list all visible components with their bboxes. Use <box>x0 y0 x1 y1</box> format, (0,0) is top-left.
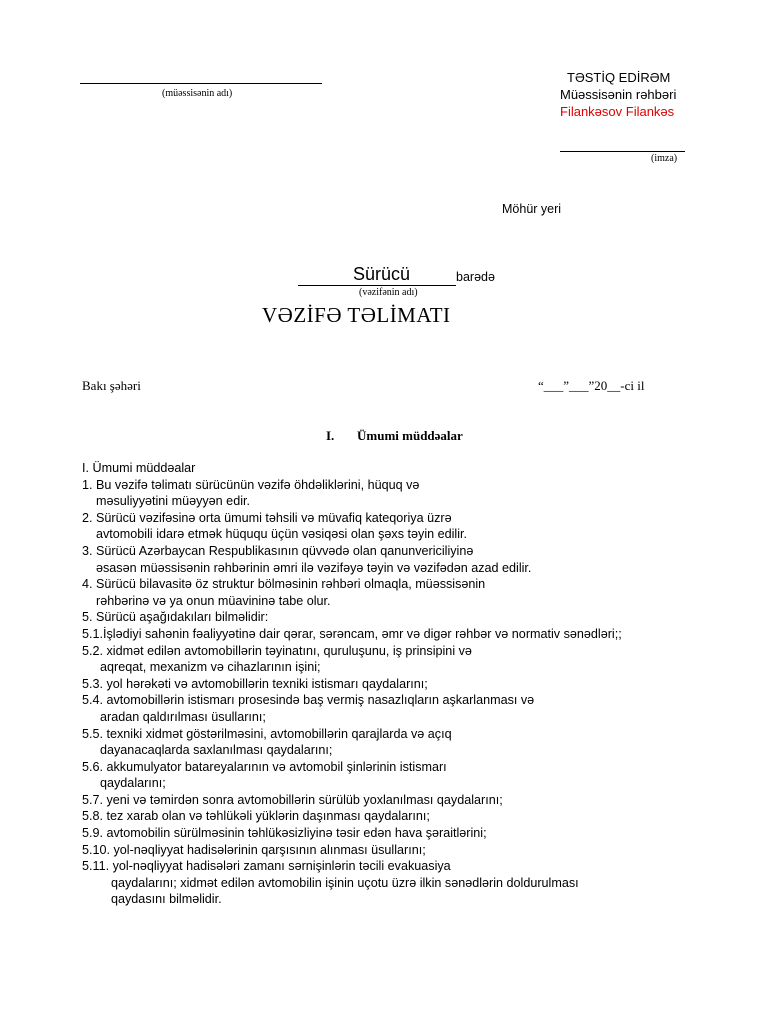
body-line: əsasən müəssisənin rəhbərinin əmri ilə vəzifəyə təyin və vəzifədən azad edilir. <box>96 560 532 575</box>
body-line: 4. Sürücü bilavasitə öz struktur bölməsinin rəhbəri olmaqla, müəssisənin <box>82 577 486 592</box>
body-line: 5.11. yol-nəqliyyat hadisələri zamanı sərnişinlərin təcili evakuasiya <box>82 859 451 874</box>
approval-role: Müəssisənin rəhbəri <box>560 87 677 102</box>
body-line: qaydasını bilməlidir. <box>111 892 222 907</box>
body-line: 5.7. yeni və təmirdən sonra avtomobillərin sürülüb yoxlanılması qaydalarını; <box>82 792 503 807</box>
body-line: 5.5. texniki xidmət göstərilməsini, avtomobillərin qarajlarda və açıq <box>82 726 452 741</box>
body-line: 5.3. yol hərəkəti və avtomobillərin texniki istismarı qaydalarını; <box>82 676 428 691</box>
org-name-line <box>80 83 322 84</box>
body-line: məsuliyyətini müəyyən edir. <box>96 494 250 509</box>
body-line: 2. Sürücü vəzifəsinə orta ümumi təhsili və müvafiq kateqoriya üzrə <box>82 510 452 525</box>
body-line: 5.1.İşlədiyi sahənin fəaliyyətinə dair qərar, sərəncam, əmr və digər rəhbər və normativ sənədləri;; <box>82 626 622 641</box>
body-line: 5.9. avtomobilin sürülməsinin təhlükəsizliyinə təsir edən hava şəraitlərini; <box>82 826 487 841</box>
approval-title: TƏSTİQ EDİRƏM <box>567 70 671 85</box>
body-line: 5.8. tez xarab olan və təhlükəli yüklərin daşınması qaydalarını; <box>82 809 430 824</box>
body-line: I. Ümumi müddəalar <box>82 461 196 475</box>
body-line: aradan qaldırılması üsullarını; <box>100 709 266 724</box>
body-line: 1. Bu vəzifə təlimatı sürücünün vəzifə öhdəliklərini, hüquq və <box>82 477 420 492</box>
body-line: 5.6. akkumulyator batareyalarının və avtomobil şinlərinin istismarı <box>82 759 447 774</box>
signature-caption: (imza) <box>651 153 678 164</box>
body-line: rəhbərinə və ya onun müavininə tabe olur. <box>96 593 331 608</box>
approver-name: Filankəsov Filankəs <box>560 104 675 119</box>
body-line: aqreqat, mexanizm və cihazlarının işini; <box>100 660 321 675</box>
signature-line <box>560 151 685 152</box>
body-line: 5.2. xidmət edilən avtomobillərin təyinatını, quruluşunu, iş prinsipini və <box>82 643 472 658</box>
body-line: 5.4. avtomobillərin istismarı prosesində baş vermiş nasazlıqların aşkarlanması və <box>82 693 535 708</box>
instruction-body <box>82 460 722 908</box>
body-line: avtomobili idarə etmək hüququ üçün vəsiqəsi olan şəxs təyin edilir. <box>96 527 468 542</box>
body-line: 3. Sürücü Azərbaycan Respublikasının qüvvədə olan qanunvericiliyinə <box>82 543 474 558</box>
document-title: VƏZİFƏ TƏLİMATI <box>262 303 451 327</box>
body-line: qaydalarını; <box>100 776 166 791</box>
position-name: Sürücü <box>353 264 411 284</box>
position-caption: (vəzifənin adı) <box>359 287 418 298</box>
section-title: Ümumi müddəalar <box>357 428 463 443</box>
city: Bakı şəhəri <box>82 378 141 393</box>
body-line: 5.10. yol-nəqliyyat hadisələrinin qarşısının alınması üsullarını; <box>82 842 426 857</box>
document-date: “___”___”20__-ci il <box>538 378 645 393</box>
position-underline <box>298 285 456 286</box>
body-line: dayanacaqlarda saxlanılması qaydalarını; <box>100 743 333 758</box>
body-line: qaydalarını; xidmət edilən avtomobilin işinin uçotu üzrə ilkin sənədlərin doldurulması <box>111 875 579 890</box>
body-line: 5. Sürücü aşağıdakıları bilməlidir: <box>82 610 269 625</box>
section-number: I. <box>326 428 335 443</box>
seal-place: Möhür yeri <box>502 202 562 216</box>
org-name-caption: (müəssisənin adı) <box>162 88 233 99</box>
about-word: barədə <box>456 270 495 284</box>
